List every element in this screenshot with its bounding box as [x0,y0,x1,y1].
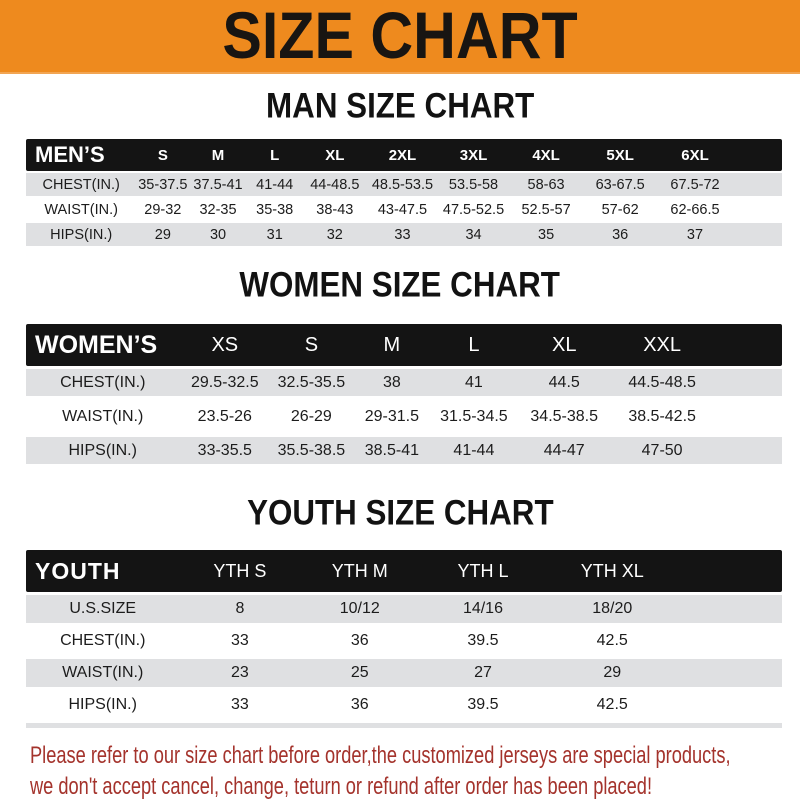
size-value-cell: 44.5 [548,373,580,391]
size-value-cell: 41 [464,373,483,391]
size-value-cell: 42.5 [596,696,628,713]
row-label: HIPS(IN.) [50,226,113,243]
table-row [26,627,782,655]
size-value-cell: 38.5-41 [364,441,419,459]
size-value-cell: 14/16 [462,600,503,617]
size-value-cell: 53.5-58 [448,176,499,193]
column-header-yth-xl: YTH XL [580,560,644,581]
size-value-cell: 37 [686,226,704,243]
size-value-cell: 33 [394,226,411,243]
table-header-row [26,139,782,171]
column-header-yth-s: YTH S [213,560,267,581]
size-value-cell: 29.5-32.5 [191,373,259,391]
column-header-xl: XL [551,333,577,356]
column-header-s: S [304,333,319,356]
size-value-cell: 26-29 [290,407,332,425]
women-chart-heading-text: WOMEN SIZE CHART [239,264,561,305]
table-row [26,403,782,430]
women-size-chart-section [0,264,800,464]
size-value-cell: 44.5-48.5 [628,373,696,391]
order-disclaimer-text [30,740,797,802]
size-value-cell: 31.5-34.5 [440,407,508,425]
size-value-cell: 29-31.5 [364,407,419,425]
column-header-6xl: 6XL [681,146,709,164]
table-header-row [26,550,782,592]
table-corner-label: YOUTH [35,557,121,584]
size-value-cell: 44-48.5 [310,176,360,193]
size-value-cell: 36 [350,632,369,649]
size-value-cell: 39.5 [467,632,499,649]
table-corner-label: MEN’S [35,142,105,167]
size-value-cell: 35 [538,226,555,243]
size-value-cell: 35-37.5 [138,176,188,193]
row-label: WAIST(IN.) [44,201,118,218]
table-row [26,595,782,623]
size-value-cell: 30 [209,226,227,243]
size-value-cell: 67.5-72 [670,176,720,193]
size-value-cell: 35-38 [256,201,294,218]
table-row [26,437,782,464]
size-value-cell: 48.5-53.5 [371,176,434,193]
size-value-cell: 33-35.5 [197,441,252,459]
size-value-cell: 23.5-26 [197,407,252,425]
size-value-cell: 10/12 [339,600,380,617]
size-value-cell: 39.5 [467,696,499,713]
table-corner-label: WOMEN’S [35,330,158,359]
youth-chart-heading-text: YOUTH SIZE CHART [246,492,554,533]
size-value-cell: 43-47.5 [377,201,428,218]
row-label: CHEST(IN.) [60,632,146,649]
size-value-cell: 42.5 [596,632,628,649]
column-header-yth-m: YTH M [331,560,388,581]
size-value-cell: 38-43 [316,201,354,218]
column-header-xxl: XXL [643,333,682,356]
size-value-cell: 44-47 [543,441,585,459]
youth-size-table [26,550,782,719]
size-value-cell: 29 [154,226,171,243]
size-value-cell: 29-32 [144,201,182,218]
column-header-xs: XS [211,333,239,356]
row-label: U.S.SIZE [69,600,137,617]
column-header-xl: XL [325,146,345,164]
column-header-m: M [211,146,225,164]
table-row [26,659,782,687]
column-header-yth-l: YTH L [457,560,509,581]
men-size-table [26,139,782,246]
size-value-cell: 25 [350,664,369,681]
table-row [26,691,782,719]
youth-size-chart-section [0,492,800,728]
youth-chart-heading [0,492,800,533]
row-label: CHEST(IN.) [42,176,120,193]
row-label: HIPS(IN.) [68,441,137,459]
size-value-cell: 47-50 [641,441,683,459]
column-header-3xl: 3XL [459,146,488,164]
size-value-cell: 33 [231,632,249,649]
column-header-5xl: 5XL [606,146,634,164]
order-disclaimer [30,740,800,802]
size-value-cell: 34.5-38.5 [530,407,599,425]
size-value-cell: 37.5-41 [193,176,243,193]
size-value-cell: 31 [266,226,283,243]
size-value-cell: 52.5-57 [521,201,571,218]
row-label: CHEST(IN.) [60,373,146,391]
size-value-cell: 32 [326,226,343,243]
size-value-cell: 32-35 [199,201,237,218]
banner-title: SIZE CHART [222,0,578,72]
size-value-cell: 32.5-35.5 [277,373,346,391]
size-value-cell: 62-66.5 [670,201,720,218]
women-chart-heading [0,264,800,305]
column-header-s: S [157,146,168,164]
size-value-cell: 47.5-52.5 [442,201,505,218]
size-value-cell: 38 [382,373,401,391]
size-value-cell: 36 [350,696,369,713]
men-size-chart-section [0,85,800,246]
table-row [26,198,782,221]
size-value-cell: 29 [603,664,622,681]
table-row [26,173,782,196]
size-value-cell: 27 [474,664,492,681]
size-value-cell: 57-62 [601,201,639,218]
men-chart-heading [0,85,800,126]
column-header-m: M [383,333,401,356]
size-value-cell: 36 [612,226,629,243]
size-value-cell: 41-44 [256,176,294,193]
table-header-row [26,324,782,366]
table-row [26,223,782,246]
column-header-4xl: 4XL [532,146,560,164]
men-chart-heading-text: MAN SIZE CHART [265,85,535,126]
size-value-cell: 34 [465,226,482,243]
size-value-cell: 23 [231,664,249,681]
size-value-cell: 33 [231,696,249,713]
row-label: HIPS(IN.) [68,696,137,713]
column-header-l: L [270,146,280,164]
disclaimer-line-1: Please refer to our size chart before order,the customized jerseys are special products, [30,742,731,769]
table-bottom-strip [26,723,782,728]
size-value-cell: 8 [235,600,245,617]
size-chart-banner [0,0,800,74]
row-label: WAIST(IN.) [62,664,144,681]
row-label: WAIST(IN.) [62,407,144,425]
column-header-l: L [468,333,480,356]
size-value-cell: 58-63 [527,176,565,193]
disclaimer-line-2: we don't accept cancel, change, teturn or refund after order has been placed! [30,773,653,800]
size-value-cell: 35.5-38.5 [277,441,346,459]
size-value-cell: 41-44 [453,441,495,459]
size-value-cell: 18/20 [592,600,633,617]
women-size-table [26,324,782,464]
size-value-cell: 38.5-42.5 [628,407,696,425]
table-row [26,369,782,396]
column-header-2xl: 2XL [388,146,417,164]
size-value-cell: 63-67.5 [595,176,645,193]
